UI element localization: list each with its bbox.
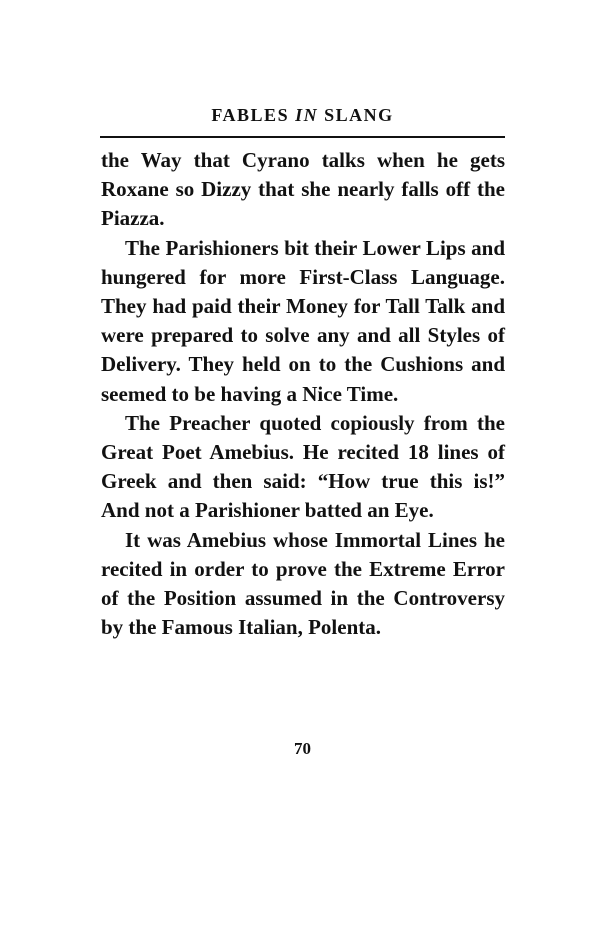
paragraph: The Parishioners bit their Lower Lips and hungered for more First-Class Language. They had paid their Money for Tall Talk and were prepared to solve any and all Styles of Delivery. They held on to the Cushions and seemed to be having a Nice Time.	[101, 235, 505, 406]
body-text	[101, 146, 505, 642]
running-head-text-1: FABLES	[211, 105, 296, 125]
running-head	[100, 103, 505, 127]
paragraph: The Preacher quoted copiously from the Great Poet Amebius. He recited 18 lines of Greek and then said: “How true this is!” And not a Parishioner batted an Eye.	[101, 410, 505, 523]
page-number: 70	[294, 739, 311, 758]
running-head-italic: IN	[295, 105, 319, 125]
paragraph-continuation: the Way that Cyrano talks when he gets Roxane so Dizzy that she nearly falls off the Piazza.	[101, 148, 505, 231]
paragraph: It was Amebius whose Immortal Lines he recited in order to prove the Extreme Error of the Position assumed in the Controversy by the Famous Italian, Polenta.	[101, 527, 505, 640]
header-rule	[100, 136, 505, 138]
running-head-text-2: SLANG	[318, 105, 394, 125]
